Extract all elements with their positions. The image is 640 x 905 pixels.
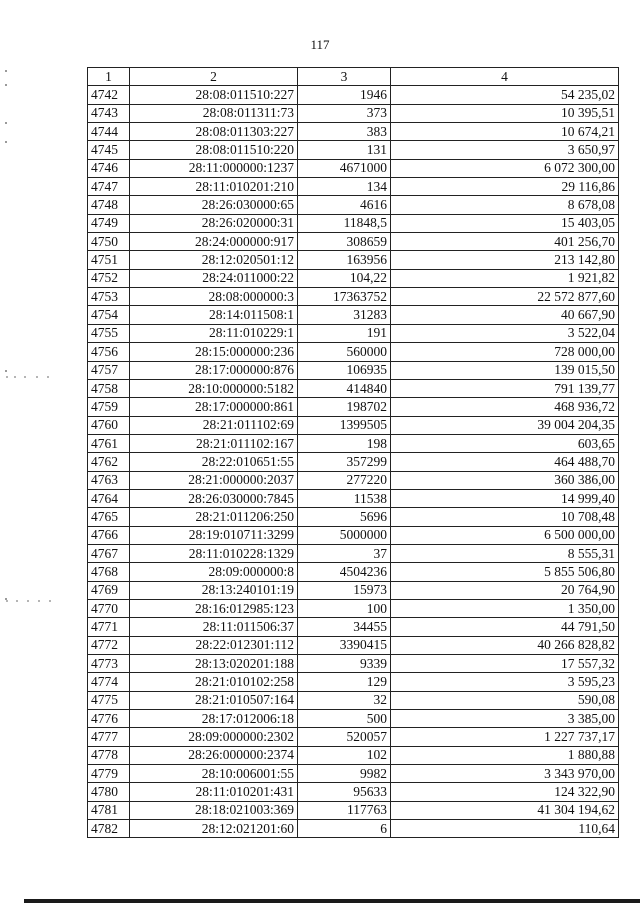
table-row [88, 783, 619, 801]
area-cell: 383 [298, 123, 391, 141]
cadastral-number-cell: 28:17:000000:861 [130, 398, 298, 416]
table-row [88, 820, 619, 838]
area-cell: 4616 [298, 196, 391, 214]
table-row [88, 636, 619, 654]
table-row [88, 141, 619, 159]
table-row [88, 251, 619, 269]
cadastral-number-cell: 28:13:020201:188 [130, 655, 298, 673]
area-cell: 1946 [298, 86, 391, 104]
area-cell: 5696 [298, 508, 391, 526]
area-cell: 560000 [298, 343, 391, 361]
cadastral-number-cell: 28:21:011102:69 [130, 416, 298, 434]
area-cell: 9982 [298, 765, 391, 783]
row-number-cell: 4774 [88, 673, 130, 691]
row-number-cell: 4749 [88, 214, 130, 232]
value-cell: 8 555,31 [391, 544, 619, 562]
table-row [88, 673, 619, 691]
area-cell: 34455 [298, 618, 391, 636]
row-number-cell: 4775 [88, 691, 130, 709]
cadastral-number-cell: 28:09:000000:2302 [130, 728, 298, 746]
table-row [88, 306, 619, 324]
cadastral-number-cell: 28:11:010201:431 [130, 783, 298, 801]
row-number-cell: 4768 [88, 563, 130, 581]
cadastral-number-cell: 28:13:240101:19 [130, 581, 298, 599]
table-row [88, 343, 619, 361]
table-row [88, 801, 619, 819]
table-row [88, 123, 619, 141]
area-cell: 129 [298, 673, 391, 691]
cadastral-number-cell: 28:19:010711:3299 [130, 526, 298, 544]
cadastral-number-cell: 28:12:021201:60 [130, 820, 298, 838]
row-number-cell: 4765 [88, 508, 130, 526]
cadastral-number-cell: 28:11:010228:1329 [130, 544, 298, 562]
row-number-cell: 4743 [88, 104, 130, 122]
table-row [88, 765, 619, 783]
cadastral-number-cell: 28:14:011508:1 [130, 306, 298, 324]
row-number-cell: 4764 [88, 489, 130, 507]
row-number-cell: 4747 [88, 178, 130, 196]
value-cell: 40 266 828,82 [391, 636, 619, 654]
value-cell: 603,65 [391, 434, 619, 452]
area-cell: 131 [298, 141, 391, 159]
row-number-cell: 4779 [88, 765, 130, 783]
cadastral-number-cell: 28:21:010102:258 [130, 673, 298, 691]
area-cell: 373 [298, 104, 391, 122]
value-cell: 54 235,02 [391, 86, 619, 104]
table-row [88, 361, 619, 379]
table-row [88, 563, 619, 581]
area-cell: 5000000 [298, 526, 391, 544]
cadastral-number-cell: 28:11:010201:210 [130, 178, 298, 196]
row-number-cell: 4773 [88, 655, 130, 673]
value-cell: 360 386,00 [391, 471, 619, 489]
value-cell: 124 322,90 [391, 783, 619, 801]
row-number-cell: 4746 [88, 159, 130, 177]
area-cell: 4504236 [298, 563, 391, 581]
area-cell: 277220 [298, 471, 391, 489]
cadastral-number-cell: 28:11:000000:1237 [130, 159, 298, 177]
value-cell: 6 072 300,00 [391, 159, 619, 177]
value-cell: 41 304 194,62 [391, 801, 619, 819]
area-cell: 198 [298, 434, 391, 452]
cadastral-number-cell: 28:12:020501:12 [130, 251, 298, 269]
area-cell: 191 [298, 324, 391, 342]
area-cell: 4671000 [298, 159, 391, 177]
row-number-cell: 4767 [88, 544, 130, 562]
scan-bottom-edge [24, 899, 640, 903]
row-number-cell: 4745 [88, 141, 130, 159]
row-number-cell: 4761 [88, 434, 130, 452]
registry-table [87, 67, 619, 838]
row-number-cell: 4756 [88, 343, 130, 361]
table-row [88, 196, 619, 214]
cadastral-number-cell: 28:16:012985:123 [130, 599, 298, 617]
cadastral-number-cell: 28:08:011311:73 [130, 104, 298, 122]
table-row [88, 416, 619, 434]
row-number-cell: 4752 [88, 269, 130, 287]
value-cell: 3 595,23 [391, 673, 619, 691]
table-row [88, 691, 619, 709]
value-cell: 791 139,77 [391, 379, 619, 397]
row-number-cell: 4748 [88, 196, 130, 214]
area-cell: 106935 [298, 361, 391, 379]
value-cell: 1 350,00 [391, 599, 619, 617]
scan-margin-marks [3, 0, 13, 905]
table-row [88, 746, 619, 764]
row-number-cell: 4762 [88, 453, 130, 471]
cadastral-number-cell: 28:08:011303:227 [130, 123, 298, 141]
table-row [88, 398, 619, 416]
row-number-cell: 4753 [88, 288, 130, 306]
row-number-cell: 4750 [88, 233, 130, 251]
table-header-row [88, 68, 619, 86]
cadastral-number-cell: 28:22:012301:112 [130, 636, 298, 654]
cadastral-number-cell: 28:26:030000:7845 [130, 489, 298, 507]
area-cell: 31283 [298, 306, 391, 324]
area-cell: 500 [298, 710, 391, 728]
value-cell: 8 678,08 [391, 196, 619, 214]
cadastral-number-cell: 28:18:021003:369 [130, 801, 298, 819]
row-number-cell: 4759 [88, 398, 130, 416]
area-cell: 11848,5 [298, 214, 391, 232]
row-number-cell: 4763 [88, 471, 130, 489]
cadastral-number-cell: 28:26:020000:31 [130, 214, 298, 232]
row-number-cell: 4760 [88, 416, 130, 434]
value-cell: 1 227 737,17 [391, 728, 619, 746]
area-cell: 102 [298, 746, 391, 764]
value-cell: 1 921,82 [391, 269, 619, 287]
scan-speck-row [0, 600, 60, 603]
row-number-cell: 4771 [88, 618, 130, 636]
cadastral-number-cell: 28:26:000000:2374 [130, 746, 298, 764]
value-cell: 590,08 [391, 691, 619, 709]
cadastral-number-cell: 28:10:000000:5182 [130, 379, 298, 397]
page-number: 117 [310, 37, 330, 52]
row-number-cell: 4778 [88, 746, 130, 764]
value-cell: 728 000,00 [391, 343, 619, 361]
value-cell: 468 936,72 [391, 398, 619, 416]
value-cell: 139 015,50 [391, 361, 619, 379]
table-row [88, 655, 619, 673]
column-header: 3 [298, 68, 391, 86]
area-cell: 414840 [298, 379, 391, 397]
value-cell: 44 791,50 [391, 618, 619, 636]
value-cell: 40 667,90 [391, 306, 619, 324]
table-row [88, 288, 619, 306]
area-cell: 37 [298, 544, 391, 562]
table-row [88, 618, 619, 636]
cadastral-number-cell: 28:08:011510:220 [130, 141, 298, 159]
row-number-cell: 4757 [88, 361, 130, 379]
cadastral-number-cell: 28:21:011206:250 [130, 508, 298, 526]
area-cell: 3390415 [298, 636, 391, 654]
cadastral-number-cell: 28:17:000000:876 [130, 361, 298, 379]
row-number-cell: 4742 [88, 86, 130, 104]
cadastral-number-cell: 28:22:010651:55 [130, 453, 298, 471]
table-row [88, 489, 619, 507]
row-number-cell: 4777 [88, 728, 130, 746]
area-cell: 308659 [298, 233, 391, 251]
area-cell: 6 [298, 820, 391, 838]
value-cell: 3 385,00 [391, 710, 619, 728]
table-row [88, 104, 619, 122]
value-cell: 14 999,40 [391, 489, 619, 507]
cadastral-number-cell: 28:21:010507:164 [130, 691, 298, 709]
area-cell: 104,22 [298, 269, 391, 287]
row-number-cell: 4755 [88, 324, 130, 342]
value-cell: 1 880,88 [391, 746, 619, 764]
table-row [88, 471, 619, 489]
table-row [88, 544, 619, 562]
table-row [88, 526, 619, 544]
area-cell: 1399505 [298, 416, 391, 434]
row-number-cell: 4769 [88, 581, 130, 599]
table-row [88, 508, 619, 526]
value-cell: 3 343 970,00 [391, 765, 619, 783]
cadastral-number-cell: 28:10:006001:55 [130, 765, 298, 783]
table-body [88, 86, 619, 838]
table-row [88, 178, 619, 196]
table-row [88, 728, 619, 746]
cadastral-number-cell: 28:11:010229:1 [130, 324, 298, 342]
value-cell: 29 116,86 [391, 178, 619, 196]
table-row [88, 581, 619, 599]
table-row [88, 599, 619, 617]
table-row [88, 324, 619, 342]
row-number-cell: 4758 [88, 379, 130, 397]
scan-speck-row [0, 376, 60, 379]
area-cell: 117763 [298, 801, 391, 819]
cadastral-number-cell: 28:11:011506:37 [130, 618, 298, 636]
area-cell: 15973 [298, 581, 391, 599]
cadastral-number-cell: 28:08:000000:3 [130, 288, 298, 306]
cadastral-number-cell: 28:21:000000:2037 [130, 471, 298, 489]
table-row [88, 233, 619, 251]
area-cell: 163956 [298, 251, 391, 269]
area-cell: 17363752 [298, 288, 391, 306]
value-cell: 20 764,90 [391, 581, 619, 599]
value-cell: 22 572 877,60 [391, 288, 619, 306]
table-row [88, 159, 619, 177]
cadastral-number-cell: 28:15:000000:236 [130, 343, 298, 361]
value-cell: 6 500 000,00 [391, 526, 619, 544]
table-row [88, 710, 619, 728]
value-cell: 401 256,70 [391, 233, 619, 251]
row-number-cell: 4744 [88, 123, 130, 141]
area-cell: 95633 [298, 783, 391, 801]
area-cell: 198702 [298, 398, 391, 416]
cadastral-number-cell: 28:26:030000:65 [130, 196, 298, 214]
value-cell: 10 395,51 [391, 104, 619, 122]
table-row [88, 434, 619, 452]
area-cell: 100 [298, 599, 391, 617]
cadastral-number-cell: 28:08:011510:227 [130, 86, 298, 104]
area-cell: 134 [298, 178, 391, 196]
table-row [88, 453, 619, 471]
cadastral-number-cell: 28:09:000000:8 [130, 563, 298, 581]
cadastral-number-cell: 28:24:000000:917 [130, 233, 298, 251]
value-cell: 3 650,97 [391, 141, 619, 159]
area-cell: 9339 [298, 655, 391, 673]
value-cell: 110,64 [391, 820, 619, 838]
value-cell: 39 004 204,35 [391, 416, 619, 434]
area-cell: 11538 [298, 489, 391, 507]
value-cell: 213 142,80 [391, 251, 619, 269]
value-cell: 10 674,21 [391, 123, 619, 141]
row-number-cell: 4751 [88, 251, 130, 269]
value-cell: 464 488,70 [391, 453, 619, 471]
table-row [88, 214, 619, 232]
table-row [88, 269, 619, 287]
value-cell: 17 557,32 [391, 655, 619, 673]
row-number-cell: 4782 [88, 820, 130, 838]
table-row [88, 86, 619, 104]
row-number-cell: 4772 [88, 636, 130, 654]
row-number-cell: 4770 [88, 599, 130, 617]
cadastral-number-cell: 28:24:011000:22 [130, 269, 298, 287]
row-number-cell: 4776 [88, 710, 130, 728]
area-cell: 520057 [298, 728, 391, 746]
column-header: 1 [88, 68, 130, 86]
cadastral-number-cell: 28:21:011102:167 [130, 434, 298, 452]
table-row [88, 379, 619, 397]
value-cell: 5 855 506,80 [391, 563, 619, 581]
column-header: 2 [130, 68, 298, 86]
area-cell: 357299 [298, 453, 391, 471]
area-cell: 32 [298, 691, 391, 709]
row-number-cell: 4766 [88, 526, 130, 544]
value-cell: 3 522,04 [391, 324, 619, 342]
value-cell: 15 403,05 [391, 214, 619, 232]
row-number-cell: 4781 [88, 801, 130, 819]
cadastral-number-cell: 28:17:012006:18 [130, 710, 298, 728]
column-header: 4 [391, 68, 619, 86]
value-cell: 10 708,48 [391, 508, 619, 526]
row-number-cell: 4754 [88, 306, 130, 324]
row-number-cell: 4780 [88, 783, 130, 801]
